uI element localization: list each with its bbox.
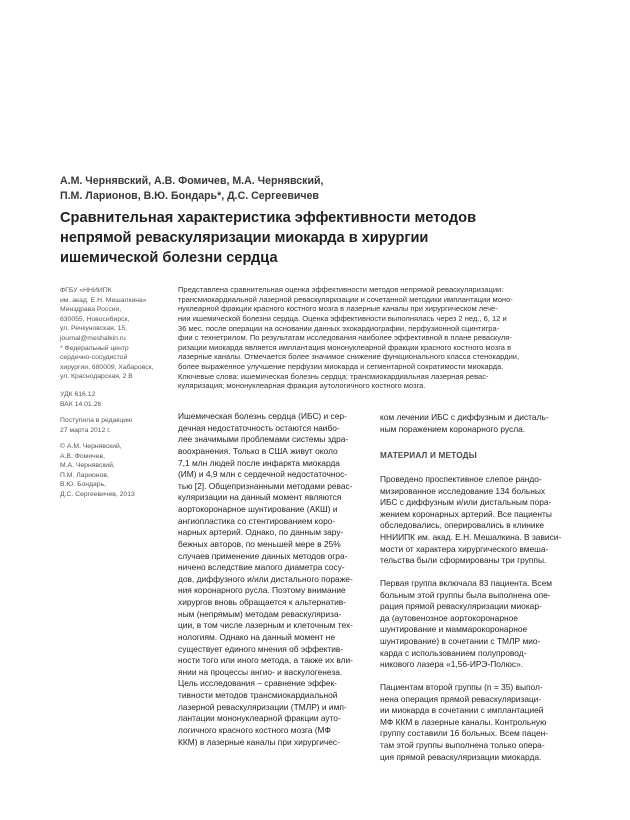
body-line: ным (непрямым) методам реваскуляриза-: [178, 608, 342, 619]
body-line: хирургов вновь обращается к альтернатив-: [178, 597, 346, 607]
abstract-line: более выраженное улучшение перфузии миокарда и сегментарной сократимости миокарда.: [178, 362, 504, 371]
received-date: [60, 416, 172, 435]
body-line: никового лазера «1,56-ИРЭ-Полюс».: [380, 659, 524, 670]
body-line: жением коронарных артерий. Все пациенты: [380, 508, 552, 519]
body-line: шунтирование) в сочетании с ТМЛР мио-: [380, 636, 541, 646]
affiliation-line: 630055, Новосибирск,: [60, 315, 130, 323]
body-line: лазерной реваскуляризации (ТМЛР) и имп-: [178, 701, 347, 712]
body-line: тельства были сформированы три группы.: [380, 555, 547, 566]
body-line: Цель исследования – сравнение эффек-: [178, 678, 337, 689]
body-line: аортокоронарное шунтирование (АКШ) и: [178, 504, 338, 514]
body-line: ии миокарда в сочетании с имплантацией: [380, 705, 544, 716]
body-line: (ИМ) и 4,9 млн с сердечной недостаточнос-: [178, 469, 348, 480]
body-line: Проведено проспективное слепое рандо-: [380, 473, 542, 484]
affiliation-email: journal@meshalkin.ru: [60, 334, 126, 342]
abstract-line: Представлена сравнительная оценка эффективности методов непрямой реваскуляризации:: [178, 285, 504, 294]
body-line: янии на процессы ангио- и васкулогенеза.: [178, 666, 343, 677]
body-line: куляризации на данный момент являются: [178, 492, 342, 503]
abstract-line: ризации миокарда является имплантация мононуклеарной фракции красного костного мозга в: [178, 342, 512, 352]
body-line: 7,1 млн людей после инфаркта миокарда: [178, 457, 340, 468]
body-column-right: [380, 412, 570, 763]
body-line: ния коронарного русла. Поэтому внимание: [178, 585, 346, 596]
abstract-line: трансмиокардиальной лазерной реваскуляризации и сочетанной методики имплантации моно-: [178, 294, 513, 304]
title-line: непрямой реваскуляризации миокарда в хирургии: [60, 230, 429, 246]
udk-codes: [60, 390, 172, 409]
copyright-line: © А.М. Чернявский,: [60, 443, 122, 450]
section-heading: МАТЕРИАЛ И МЕТОДЫ: [380, 451, 477, 461]
body-line: ком лечении ИБС с диффузным и дисталь-: [380, 412, 549, 422]
title-line: ишемической болезни сердца: [60, 250, 278, 266]
body-line: рация прямой реваскуляризации миокар-: [380, 601, 542, 612]
keywords-line: куляризация; мононуклеарная фракция аутологичного костного мозга.: [178, 381, 426, 391]
abstract-line: фии с технетрилом. По результатам исследования наиболее эффективной в плане реваскуля-: [178, 333, 512, 343]
body-line: лантации мононуклеарной фракции ауто-: [178, 713, 341, 724]
body-line: нарных артерий. Однако, по данным зару-: [178, 527, 344, 538]
body-line: мости от характера хирургического вмеша-: [380, 543, 549, 554]
copyright: [60, 442, 172, 500]
article-title: [60, 208, 580, 268]
copyright-line: Д.С. Сергеевичев, 2013: [60, 490, 135, 498]
copyright-line: М.А. Чернявский,: [60, 462, 115, 470]
keywords-line: Ключевые слова: ишемическая болезнь сердца; трансмиокардиальная лазерная реваc-: [178, 371, 489, 381]
affiliation-line: * Федеральный центр: [60, 344, 129, 352]
body-line: дечная недостаточность остаются наибо-: [178, 422, 340, 433]
body-line: лее значимыми проблемами системы здра-: [178, 434, 349, 445]
body-line: тивности методов трансмиокардиальной: [178, 690, 338, 700]
affiliation-line: им. акад. Е.Н. Мешалкина»: [60, 296, 147, 304]
body-line: ангиопластика со стентированием коро-: [178, 515, 336, 526]
authors-line: А.М. Чернявский, А.В. Фомичев, М.А. Чернявский,: [60, 175, 324, 187]
body-line: нологиям. Однако на данный момент не: [178, 631, 335, 642]
body-line: Ишемическая болезнь сердца (ИБС) и сер-: [178, 411, 347, 421]
body-column-left: [178, 411, 368, 748]
authors-line: П.М. Ларионов, В.Ю. Бондарь*, Д.С. Сергеевичев: [60, 190, 319, 202]
body-line: ничено вследствие малого диаметра сосу-: [178, 562, 345, 573]
body-line: ККМ) в лазерные каналы при хирургичес-: [178, 736, 340, 747]
body-line: там этой группы выполнена только опера-: [380, 740, 545, 750]
body-line: шунтирование и маммарокоронарное: [380, 624, 528, 635]
copyright-line: А.В. Фомичев,: [60, 452, 105, 460]
body-line: больным этой группы была выполнена опе-: [380, 589, 551, 600]
title-line: Сравнительная характеристика эффективности методов: [60, 210, 477, 226]
affiliation-line: ул. Речкуновская, 15,: [60, 325, 128, 333]
affiliation-line: ФГБУ «ННИИПК: [60, 287, 112, 294]
affiliation-line: Минздрава России,: [60, 306, 122, 314]
body-line: Первая группа включала 83 пациента. Всем: [380, 577, 552, 588]
body-line: карда с использованием полупровод-: [380, 647, 527, 658]
body-line: существует единого мнения об эффектив-: [178, 643, 344, 654]
body-line: случаев применение данных методов огра-: [178, 550, 348, 561]
body-line: Пациентам второй группы (n = 35) выпол-: [380, 681, 543, 692]
body-line: бежных авторов, по меньшей мере в 25%: [178, 538, 341, 549]
body-line: МФ ККМ в лазерные каналы. Контрольную: [380, 716, 547, 727]
abstract: [178, 285, 578, 391]
body-line: ННИИПК им. акад. Е.Н. Мешалкина. В зависи-: [380, 532, 562, 542]
affiliation-line: ул. Краснодарская, 2 В: [60, 373, 133, 381]
body-line: дов, диффузного и/или дистального пораже-: [178, 573, 353, 584]
abstract-line: 36 мес. после операции на основании данных эхокардиографии, перфузионной сцинтигра-: [178, 323, 500, 333]
affiliation-line: хирургии, 680009, Хабаровск,: [60, 363, 154, 371]
abstract-line: лазерные каналы. Отмечается более значимое снижение функционального класса стенокардии,: [178, 352, 520, 362]
copyright-line: П.М. Ларионов,: [60, 471, 109, 479]
body-line: обследовались, оперировались в клинике: [380, 520, 545, 531]
udk-line: ВАК 14.01.26: [60, 400, 102, 408]
body-line: логичного красного костного мозга (МФ: [178, 724, 331, 735]
udk-line: УДК 616.12: [60, 391, 96, 398]
authors: [60, 174, 580, 204]
body-line: мизированное исследование 134 больных: [380, 485, 546, 496]
body-line: ИБС с диффузным и/или дистальным пора-: [380, 497, 552, 508]
affiliation: [60, 286, 172, 382]
body-line: ция прямой реваскуляризации миокарда.: [380, 751, 542, 762]
body-line: ности того или иного метода, а также их вли-: [178, 655, 353, 666]
body-line: нена операция прямой реваскуляризаци-: [380, 693, 542, 704]
received-line: 27 марта 2012 г.: [60, 426, 111, 434]
abstract-line: нии ишемической болезни сердца. Оценка эффективности выполнялась через 2 нед., 6, 12 и: [178, 313, 507, 323]
body-line: ным поражением коронарного русла.: [380, 423, 526, 434]
copyright-line: В.Ю. Бондарь,: [60, 481, 107, 489]
abstract-line: нуклеарной фракции красного костного мозга в лазерные каналы при хирургическом лече-: [178, 304, 498, 314]
body-line: воохранения. Только в США живут около: [178, 445, 338, 456]
body-line: группу составили 16 больных. Всем пацен-: [380, 728, 549, 739]
body-line: да (аутовенозное аортокоронарное: [380, 612, 518, 623]
received-line: Поступила в редакцию: [60, 417, 133, 424]
body-line: тью [2]. Общепризнанными методами ревас-: [178, 480, 353, 491]
body-line: ции, в том числе лазерным и клеточным тех-: [178, 620, 353, 631]
affiliation-line: сердечно-сосудистой: [60, 354, 128, 362]
